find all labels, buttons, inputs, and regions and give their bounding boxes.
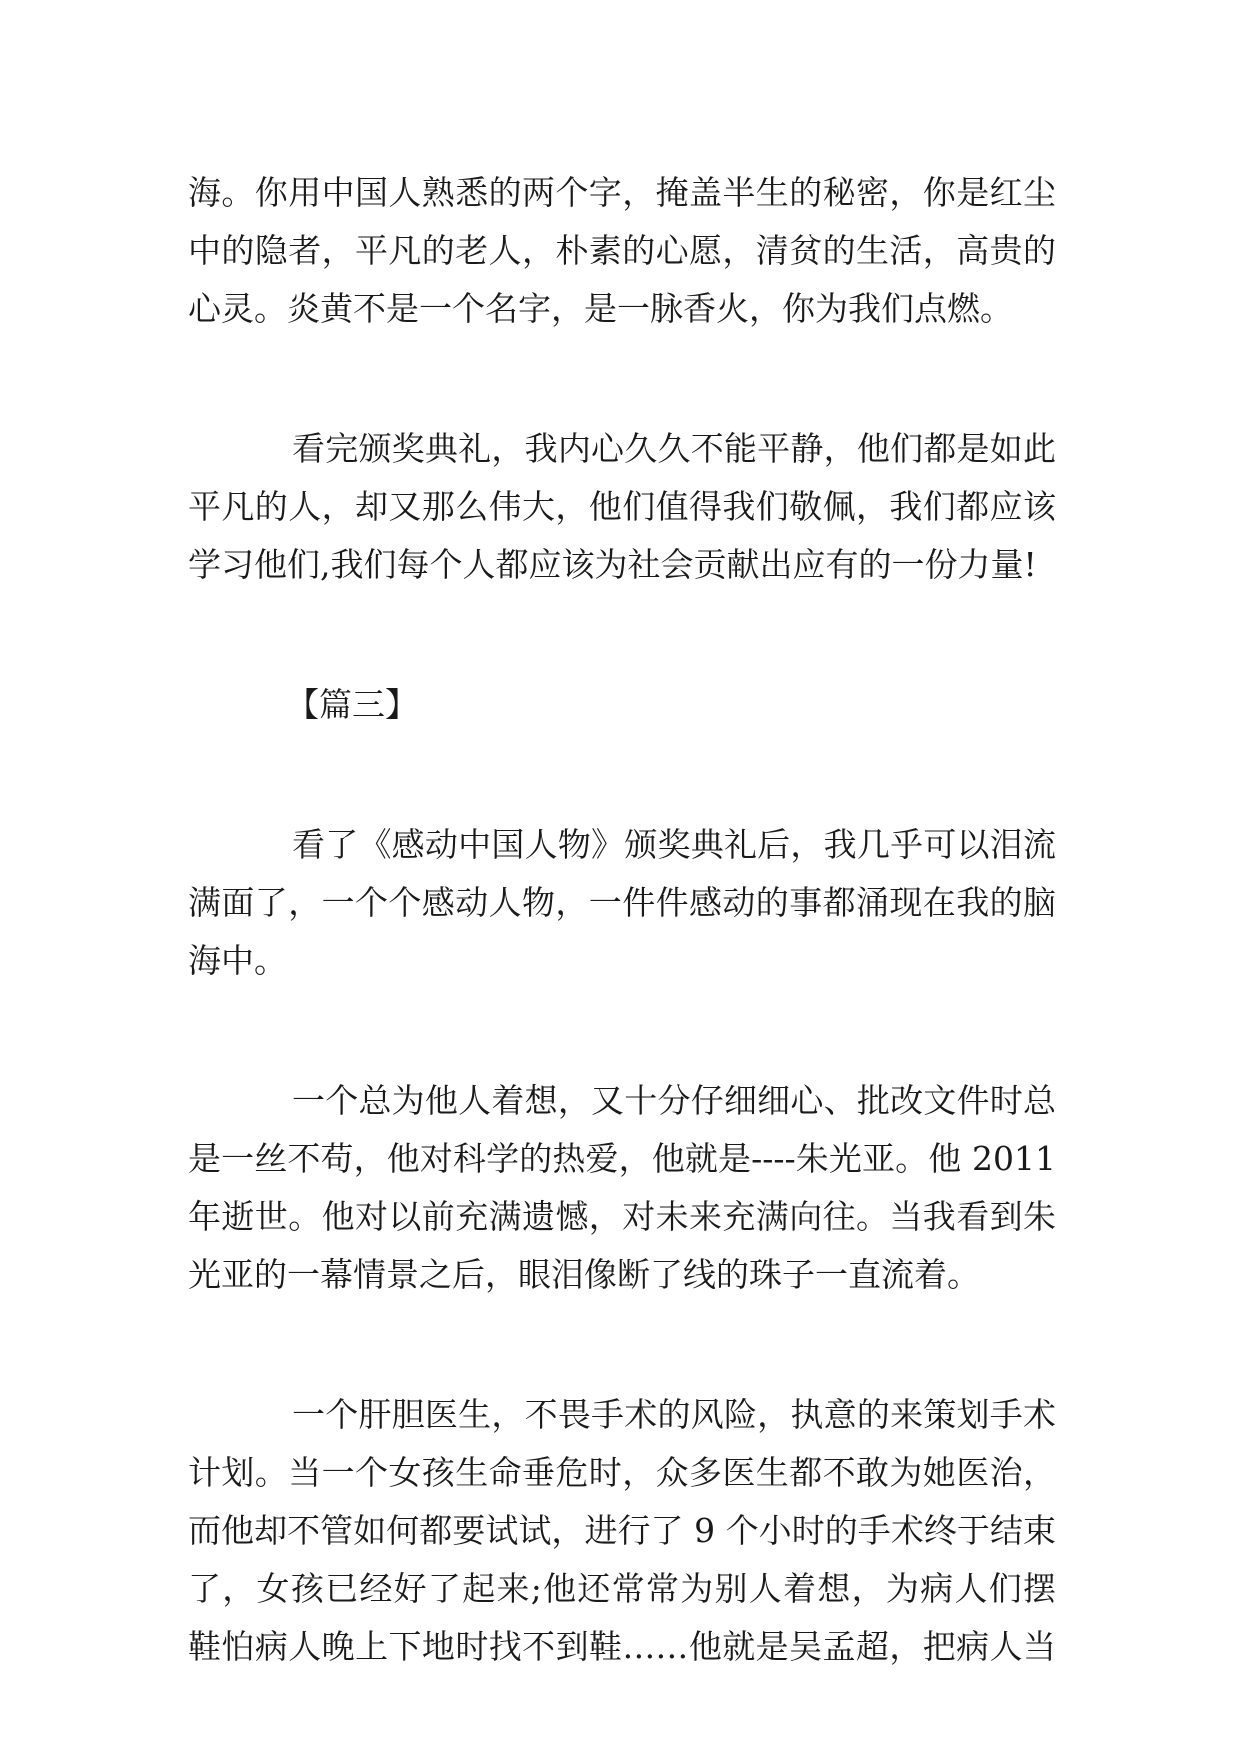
paragraph-gap bbox=[188, 734, 1056, 816]
paragraph-2 bbox=[188, 420, 1056, 594]
paragraph-gap bbox=[188, 1304, 1056, 1386]
paragraph-3 bbox=[188, 816, 1056, 990]
text-line: 看完颁奖典礼，我内心久久不能平静，他们都是如此 bbox=[292, 429, 1056, 468]
text-line: 中的隐者，平凡的老人，朴素的心愿，清贫的生活，高贵的 bbox=[188, 231, 1056, 270]
text-line: 是一丝不苟，他对科学的热爱，他就是----朱光亚。他 2011 bbox=[188, 1139, 1056, 1178]
section-heading: 【篇三】 bbox=[286, 685, 418, 724]
text-line: 海。你用中国人熟悉的两个字，掩盖半生的秘密，你是红尘 bbox=[188, 173, 1056, 212]
paragraph-gap bbox=[188, 338, 1056, 420]
text-line: 满面了，一个个感动人物，一件件感动的事都涌现在我的脑 bbox=[188, 883, 1056, 922]
text-line: 光亚的一幕情景之后，眼泪像断了线的珠子一直流着。 bbox=[188, 1255, 980, 1294]
paragraph-gap bbox=[188, 990, 1056, 1072]
paragraph-5 bbox=[188, 1386, 1056, 1676]
text-line: 平凡的人，却又那么伟大，他们值得我们敬佩，我们都应该 bbox=[188, 487, 1056, 526]
text-line: 一个肝胆医生，不畏手术的风险，执意的来策划手术 bbox=[292, 1395, 1056, 1434]
text-line: 了，女孩已经好了起来;他还常常为别人着想，为病人们摆 bbox=[188, 1569, 1056, 1608]
text-line: 计划。当一个女孩生命垂危时，众多医生都不敢为她医治， bbox=[188, 1453, 1056, 1492]
text-line: 年逝世。他对以前充满遗憾，对未来充满向往。当我看到朱 bbox=[188, 1197, 1056, 1236]
text-line: 心灵。炎黄不是一个名字，是一脉香火，你为我们点燃。 bbox=[188, 289, 1013, 328]
paragraph-1 bbox=[188, 164, 1056, 338]
text-line: 鞋怕病人晚上下地时找不到鞋……他就是吴孟超，把病人当 bbox=[188, 1627, 1056, 1666]
paragraph-4 bbox=[188, 1072, 1056, 1304]
text-line: 看了《感动中国人物》颁奖典礼后，我几乎可以泪流 bbox=[292, 825, 1056, 864]
text-line: 学习他们,我们每个人都应该为社会贡献出应有的一份力量! bbox=[188, 545, 1037, 584]
text-line: 海中。 bbox=[188, 941, 287, 980]
paragraph-gap bbox=[188, 594, 1056, 676]
document-body bbox=[188, 164, 1056, 1676]
text-line: 而他却不管如何都要试试，进行了 9 个小时的手术终于结束 bbox=[188, 1511, 1056, 1550]
text-line: 一个总为他人着想，又十分仔细细心、批改文件时总 bbox=[292, 1081, 1056, 1120]
